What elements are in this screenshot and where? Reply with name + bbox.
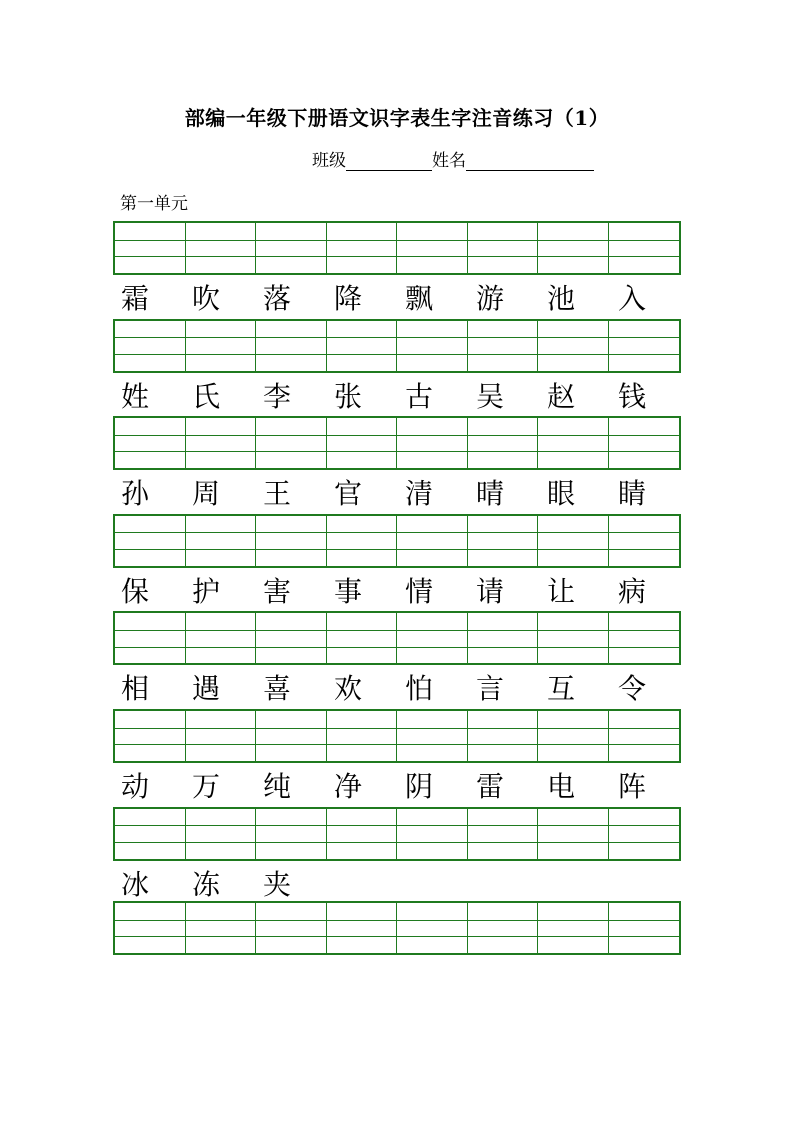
- pinyin-cell[interactable]: [397, 903, 468, 953]
- pinyin-cell[interactable]: [538, 223, 609, 273]
- pinyin-cell[interactable]: [468, 613, 539, 663]
- character-row: [113, 472, 681, 516]
- character-row: [113, 667, 681, 711]
- hanzi-character: 钱: [618, 379, 647, 413]
- pinyin-cell[interactable]: [468, 809, 539, 859]
- pinyin-cell[interactable]: [115, 711, 186, 761]
- pinyin-cell[interactable]: [397, 809, 468, 859]
- pinyin-cell[interactable]: [115, 809, 186, 859]
- pinyin-cell[interactable]: [115, 223, 186, 273]
- hanzi-character: 纯: [263, 770, 292, 803]
- pinyin-cell[interactable]: [538, 613, 609, 663]
- pinyin-cell[interactable]: [327, 418, 398, 468]
- hanzi-character: 眼: [547, 477, 576, 511]
- pinyin-cell[interactable]: [115, 903, 186, 953]
- hanzi-character: 睛: [618, 477, 647, 511]
- page-title: 部编一年级下册语文识字表生字注音练习（1）: [184, 106, 610, 130]
- class-label: 班级: [312, 151, 346, 171]
- class-blank[interactable]: [346, 151, 432, 171]
- pinyin-cell[interactable]: [538, 903, 609, 953]
- pinyin-cell[interactable]: [256, 903, 327, 953]
- character-row: [113, 375, 681, 419]
- hanzi-character: 阵: [618, 770, 647, 803]
- pinyin-cell[interactable]: [186, 321, 257, 371]
- pinyin-cell[interactable]: [609, 711, 680, 761]
- pinyin-cell[interactable]: [115, 321, 186, 371]
- hanzi-character: 电: [547, 770, 576, 803]
- character-row: [113, 863, 681, 907]
- hanzi-character: 喜: [263, 672, 292, 706]
- character-row: [113, 570, 681, 614]
- name-label: 姓名: [432, 151, 466, 171]
- pinyin-cell[interactable]: [256, 321, 327, 371]
- hanzi-character: 古: [405, 379, 434, 413]
- hanzi-character: 吴: [476, 379, 505, 413]
- hanzi-character: 张: [334, 379, 363, 413]
- hanzi-character: 欢: [334, 672, 363, 706]
- hanzi-character: 万: [192, 770, 221, 803]
- hanzi-character: 晴: [476, 477, 505, 511]
- unit-heading: 第一单元: [120, 194, 188, 214]
- hanzi-character: 夹: [263, 867, 292, 901]
- hanzi-character: 令: [618, 672, 647, 706]
- hanzi-character: 飘: [405, 282, 434, 315]
- hanzi-character: 净: [334, 770, 363, 803]
- pinyin-cell[interactable]: [468, 711, 539, 761]
- hanzi-character: 游: [476, 282, 505, 315]
- character-row: [113, 277, 681, 321]
- hanzi-character: 事: [334, 574, 363, 608]
- pinyin-cell[interactable]: [186, 903, 257, 953]
- pinyin-cell[interactable]: [538, 711, 609, 761]
- pinyin-cell[interactable]: [256, 516, 327, 566]
- pinyin-cell[interactable]: [397, 516, 468, 566]
- pinyin-cell[interactable]: [538, 418, 609, 468]
- pinyin-cell[interactable]: [609, 516, 680, 566]
- hanzi-character: 霜: [121, 282, 150, 315]
- pinyin-cell[interactable]: [468, 418, 539, 468]
- pinyin-cell[interactable]: [186, 418, 257, 468]
- pinyin-cell[interactable]: [186, 613, 257, 663]
- pinyin-cell[interactable]: [327, 809, 398, 859]
- pinyin-cell[interactable]: [256, 809, 327, 859]
- hanzi-character: 情: [405, 574, 434, 608]
- hanzi-character: 言: [476, 672, 505, 706]
- name-blank[interactable]: [466, 151, 594, 171]
- hanzi-character: 护: [192, 574, 221, 608]
- pinyin-grid: [113, 901, 681, 955]
- pinyin-cell[interactable]: [256, 223, 327, 273]
- pinyin-cell[interactable]: [397, 711, 468, 761]
- pinyin-cell[interactable]: [256, 613, 327, 663]
- hanzi-character: 赵: [547, 379, 576, 413]
- student-info: [312, 146, 594, 171]
- pinyin-cell[interactable]: [609, 418, 680, 468]
- pinyin-cell[interactable]: [327, 613, 398, 663]
- hanzi-character: 入: [618, 282, 647, 315]
- hanzi-character: 周: [192, 477, 221, 511]
- pinyin-cell[interactable]: [609, 321, 680, 371]
- hanzi-character: 雷: [476, 770, 505, 803]
- pinyin-cell[interactable]: [256, 418, 327, 468]
- pinyin-cell[interactable]: [186, 223, 257, 273]
- pinyin-cell[interactable]: [468, 223, 539, 273]
- pinyin-grid: [113, 416, 681, 470]
- pinyin-cell[interactable]: [186, 711, 257, 761]
- pinyin-cell[interactable]: [609, 809, 680, 859]
- hanzi-character: 阴: [405, 770, 434, 803]
- pinyin-cell[interactable]: [115, 613, 186, 663]
- hanzi-character: 官: [334, 477, 363, 511]
- hanzi-character: 姓: [121, 379, 150, 413]
- hanzi-character: 氏: [192, 379, 221, 413]
- hanzi-character: 降: [334, 282, 363, 315]
- hanzi-character: 病: [618, 574, 647, 608]
- character-row: [113, 765, 681, 809]
- hanzi-character: 落: [263, 282, 292, 315]
- pinyin-cell[interactable]: [538, 321, 609, 371]
- pinyin-cell[interactable]: [327, 903, 398, 953]
- pinyin-cell[interactable]: [397, 223, 468, 273]
- pinyin-cell[interactable]: [468, 516, 539, 566]
- hanzi-character: 保: [121, 574, 150, 608]
- pinyin-cell[interactable]: [538, 516, 609, 566]
- hanzi-character: 让: [547, 574, 576, 608]
- hanzi-character: 互: [547, 672, 576, 706]
- hanzi-character: 孙: [121, 477, 150, 511]
- hanzi-character: 遇: [192, 672, 221, 706]
- pinyin-cell[interactable]: [397, 418, 468, 468]
- hanzi-character: 冻: [192, 867, 221, 901]
- pinyin-cell[interactable]: [538, 809, 609, 859]
- pinyin-cell[interactable]: [115, 418, 186, 468]
- pinyin-cell[interactable]: [186, 516, 257, 566]
- pinyin-cell[interactable]: [609, 223, 680, 273]
- hanzi-character: 冰: [121, 867, 150, 901]
- hanzi-character: 吹: [192, 282, 221, 315]
- pinyin-cell[interactable]: [327, 223, 398, 273]
- pinyin-grid: [113, 319, 681, 373]
- hanzi-character: 相: [121, 672, 150, 706]
- hanzi-character: 王: [263, 477, 292, 511]
- hanzi-character: 池: [547, 282, 576, 315]
- pinyin-cell[interactable]: [327, 711, 398, 761]
- pinyin-cell[interactable]: [397, 321, 468, 371]
- hanzi-character: 动: [121, 770, 150, 803]
- pinyin-cell[interactable]: [327, 321, 398, 371]
- pinyin-grid: [113, 611, 681, 665]
- pinyin-cell[interactable]: [468, 903, 539, 953]
- hanzi-character: 害: [263, 574, 292, 608]
- pinyin-grid: [113, 514, 681, 568]
- pinyin-grid: [113, 221, 681, 275]
- pinyin-cell[interactable]: [186, 809, 257, 859]
- pinyin-cell[interactable]: [468, 321, 539, 371]
- hanzi-character: 清: [405, 477, 434, 511]
- pinyin-cell[interactable]: [609, 903, 680, 953]
- pinyin-grid: [113, 807, 681, 861]
- pinyin-cell[interactable]: [115, 516, 186, 566]
- hanzi-character: 请: [476, 574, 505, 608]
- pinyin-grid: [113, 709, 681, 763]
- hanzi-character: 怕: [405, 672, 434, 706]
- pinyin-cell[interactable]: [256, 711, 327, 761]
- pinyin-cell[interactable]: [327, 516, 398, 566]
- pinyin-cell[interactable]: [609, 613, 680, 663]
- hanzi-character: 李: [263, 379, 292, 413]
- pinyin-cell[interactable]: [397, 613, 468, 663]
